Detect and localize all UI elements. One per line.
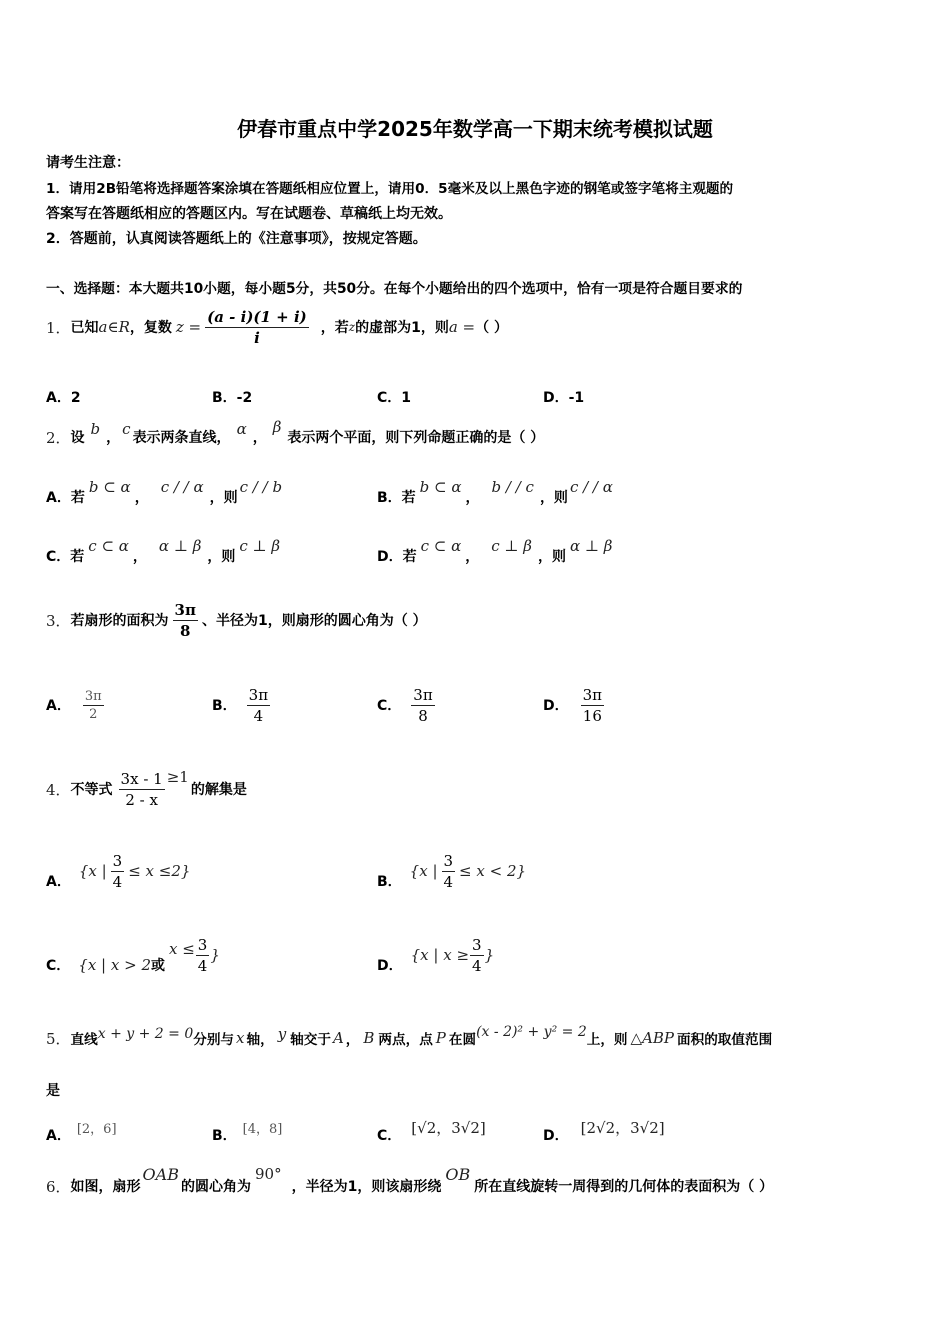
- option-label: A．: [46, 1128, 71, 1144]
- fraction-numerator: (a - i)(1 + i): [207, 307, 307, 326]
- option-math: c ⊥ β: [491, 537, 532, 555]
- fraction-numerator: 3: [197, 935, 208, 954]
- q1-text: ，若: [320, 320, 349, 336]
- q6-text: ，半径为1，则该扇形绕: [291, 1179, 442, 1195]
- q5-option-a[interactable]: [46, 1114, 117, 1148]
- question-number: 6．: [46, 1177, 71, 1196]
- fraction-numerator: 3π: [84, 688, 102, 704]
- q5-math-a: A: [332, 1029, 344, 1047]
- fraction-numerator: 3: [112, 851, 123, 870]
- question-number: 4．: [46, 780, 71, 799]
- fraction-denominator: 2 - x: [125, 790, 158, 809]
- q1-math-z: z: [348, 320, 356, 334]
- q5-text: 直线: [70, 1032, 98, 1048]
- option-text: 或: [150, 958, 165, 974]
- option-math: ≤ x < 2}: [459, 862, 527, 880]
- q6-text: 的圆心角为: [180, 1179, 251, 1195]
- option-math: c ⊂ α: [88, 537, 129, 555]
- notice-heading: 请考生注意：: [46, 155, 130, 171]
- option-fraction: [247, 686, 270, 725]
- option-label: B．: [212, 698, 237, 714]
- fraction-denominator: 4: [253, 706, 264, 725]
- option-math: b ⊂ α: [88, 478, 131, 496]
- option-math: }: [484, 946, 495, 964]
- q3-fraction: [173, 601, 198, 640]
- option-text: ，: [465, 490, 480, 506]
- fraction-denominator: 8: [418, 706, 428, 725]
- option-math: x ≤: [168, 940, 195, 958]
- q2-math-b: b: [90, 420, 101, 438]
- fraction-denominator: 4: [472, 956, 482, 975]
- q4-option-c[interactable]: [46, 930, 220, 980]
- section-heading: 一、选择题：本大题共10小题，每小题5分，共50分。在每个小题给出的四个选项中，恰有一项是符合题目要求的: [46, 281, 743, 297]
- q1-option-c[interactable]: C．1: [377, 390, 412, 406]
- q5-text-continued: 是: [46, 1083, 60, 1099]
- option-fraction: [411, 686, 434, 725]
- option-text: ，则: [539, 490, 568, 506]
- option-math: [4，8]: [242, 1121, 283, 1137]
- question-3: [46, 596, 427, 644]
- option-label: D．: [377, 958, 403, 974]
- q1-fraction: [205, 308, 309, 347]
- option-math: α ⊥ β: [569, 537, 613, 555]
- q5-text: ，: [345, 1032, 360, 1048]
- q5-text: 在圆: [448, 1032, 477, 1048]
- fraction-numerator: 3x - 1: [120, 769, 163, 788]
- fraction-numerator: 3π: [174, 600, 196, 619]
- q1-text: 已知: [70, 320, 99, 336]
- question-4: [46, 764, 247, 814]
- q1-text: （ ）: [475, 320, 508, 336]
- q5-text: 轴，: [246, 1032, 274, 1048]
- question-6: [46, 1166, 773, 1206]
- option-label: C．: [377, 698, 402, 714]
- option-label: D．: [543, 1128, 569, 1144]
- q5-text: 面积的取值范围: [677, 1032, 773, 1048]
- q5-math-b: B: [363, 1029, 375, 1047]
- option-math: [2√2，3√2]: [580, 1118, 665, 1137]
- option-math: c / / α: [569, 478, 613, 496]
- q2-text: 表示两个平面，则下列命题正确的是（ ）: [287, 430, 545, 446]
- fraction-numerator: 3π: [413, 685, 433, 704]
- option-text: ，: [465, 549, 480, 565]
- question-number: 2．: [46, 428, 71, 447]
- q2-text: ，: [252, 430, 267, 446]
- option-math: {x |: [409, 862, 438, 880]
- option-fraction: [83, 689, 104, 722]
- option-label: A．若: [46, 490, 85, 506]
- q4-option-a[interactable]: [46, 846, 190, 896]
- option-label: B．: [212, 1128, 237, 1144]
- option-math: α ⊥ β: [158, 537, 202, 555]
- option-math: {x |: [78, 862, 107, 880]
- q1-text: ，复数: [129, 320, 172, 336]
- q6-text: 所在直线旋转一周得到的几何体的表面积为（ ）: [474, 1179, 774, 1195]
- option-math: c / / α: [160, 478, 204, 496]
- q3-option-d[interactable]: [543, 681, 604, 729]
- q5-text: 轴交于: [290, 1032, 331, 1048]
- option-math: [√2，3√2]: [411, 1118, 486, 1137]
- q6-math-ob: OB: [445, 1164, 471, 1184]
- q2-math-c: c: [122, 420, 131, 438]
- question-number: 5．: [46, 1029, 71, 1048]
- option-math: [2，6]: [76, 1121, 117, 1137]
- notice-line-2: 2．答题前，认真阅读答题纸上的《注意事项》，按规定答题。: [46, 231, 427, 247]
- q5-option-b[interactable]: [212, 1114, 282, 1148]
- q5-math-line: x + y + 2 = 0: [97, 1026, 194, 1042]
- q3-text: 若扇形的面积为: [70, 613, 169, 629]
- q2-option-d[interactable]: [377, 539, 612, 573]
- option-label: D．: [543, 698, 569, 714]
- q1-text: 的虚部为1，则: [355, 320, 449, 336]
- q2-text: 设: [70, 430, 85, 446]
- q5-option-c[interactable]: [377, 1114, 486, 1148]
- fraction-denominator: 16: [582, 706, 602, 725]
- fraction-denominator: 8: [180, 621, 191, 640]
- option-label: B．若: [377, 490, 416, 506]
- option-fraction: [470, 936, 484, 975]
- q6-math-angle: 90°: [254, 1165, 282, 1183]
- q5-math-x: x: [236, 1029, 245, 1047]
- q2-option-c[interactable]: [46, 539, 280, 573]
- option-fraction: [111, 852, 125, 891]
- option-text: ，: [132, 549, 147, 565]
- q2-math-alpha: α: [236, 420, 247, 438]
- option-math: c ⊂ α: [420, 537, 462, 555]
- question-1: [46, 304, 508, 350]
- option-label: D．若: [377, 549, 417, 565]
- q2-text: ，: [106, 430, 121, 446]
- q1-math-a: a =: [448, 318, 476, 336]
- q5-math-triangle: △ABP: [630, 1029, 675, 1047]
- q1-option-a[interactable]: A．2: [46, 390, 81, 406]
- q4-text: 的解集是: [190, 782, 247, 798]
- question-2: [46, 420, 544, 454]
- q5-math-y: y: [277, 1025, 287, 1043]
- q3-option-c[interactable]: [377, 681, 435, 729]
- option-label: A．: [46, 698, 71, 714]
- notice-line-1: 1．请用2B铅笔将选择题答案涂填在答题纸相应位置上，请用0．5毫米及以上黑色字迹的钢笔或签字笔将主观题的: [46, 181, 734, 197]
- option-math: {x | x ≥: [410, 946, 470, 964]
- option-math: {x | x > 2: [78, 956, 151, 974]
- fraction-numerator: 3: [472, 935, 482, 954]
- q5-math-circle: (x - 2)² + y² = 2: [476, 1024, 587, 1040]
- option-fraction: [581, 686, 604, 725]
- q5-text: 分别与: [193, 1032, 235, 1048]
- option-text: ，则: [209, 490, 238, 506]
- fraction-numerator: 3: [443, 851, 454, 870]
- q5-text: 两点，点: [378, 1032, 433, 1048]
- fraction-denominator: 2: [89, 706, 98, 722]
- question-5: [46, 1020, 772, 1056]
- q4-option-d[interactable]: [377, 930, 494, 980]
- option-math: c / / b: [239, 478, 283, 496]
- question-number: 3．: [46, 611, 71, 630]
- q6-math-oab: OAB: [142, 1164, 179, 1184]
- q3-option-a[interactable]: [46, 681, 104, 729]
- q1-option-b[interactable]: B．-2: [212, 390, 253, 406]
- q4-fraction: [119, 770, 165, 809]
- option-text: ，则: [207, 549, 236, 565]
- option-label: C．: [46, 958, 71, 974]
- option-text: ，: [134, 490, 149, 506]
- fraction-denominator: 4: [197, 956, 208, 975]
- option-math: b ⊂ α: [419, 478, 462, 496]
- q3-text: 、半径为1，则扇形的圆心角为（ ）: [201, 613, 427, 629]
- q2-option-b[interactable]: [377, 480, 613, 514]
- option-label: C．若: [46, 549, 85, 565]
- option-math: c ⊥ β: [239, 537, 281, 555]
- option-fraction: [196, 936, 210, 975]
- option-label: C．: [377, 1128, 402, 1144]
- q1-option-d[interactable]: D．-1: [543, 390, 585, 406]
- q2-option-a[interactable]: [46, 480, 282, 514]
- page-title: 伊春市重点中学2025年数学高一下期末统考模拟试题: [237, 117, 713, 141]
- fraction-numerator: 3π: [582, 685, 603, 704]
- q5-math-p: P: [435, 1029, 446, 1047]
- q4-option-b[interactable]: [377, 846, 526, 896]
- q3-option-b[interactable]: [212, 681, 270, 729]
- fraction-denominator: 4: [112, 872, 123, 891]
- q2-text: 表示两条直线，: [132, 430, 231, 446]
- question-number: 1．: [46, 318, 71, 337]
- q4-math: ≥1: [166, 768, 189, 786]
- q2-math-beta: β: [272, 418, 282, 436]
- notice-line-1b: 答案写在答题纸相应的答题区内。写在试题卷、草稿纸上均无效。: [46, 206, 452, 222]
- q5-option-d[interactable]: [543, 1114, 665, 1148]
- option-text: ，则: [537, 549, 566, 565]
- fraction-denominator: i: [254, 328, 260, 347]
- q5-text: 上，则: [586, 1032, 628, 1048]
- q4-text: 不等式: [70, 782, 113, 798]
- option-math: ≤ x ≤2}: [128, 862, 191, 880]
- option-label: A．: [46, 874, 71, 890]
- fraction-denominator: 4: [443, 872, 454, 891]
- q1-math-z: z =: [175, 318, 202, 336]
- option-label: B．: [377, 874, 402, 890]
- fraction-numerator: 3π: [248, 685, 269, 704]
- q6-text: 如图，扇形: [70, 1179, 141, 1195]
- option-math: b / / c: [491, 478, 534, 496]
- q1-math-a: a∈R: [98, 318, 130, 336]
- option-math: }: [210, 946, 220, 964]
- option-fraction: [442, 852, 456, 891]
